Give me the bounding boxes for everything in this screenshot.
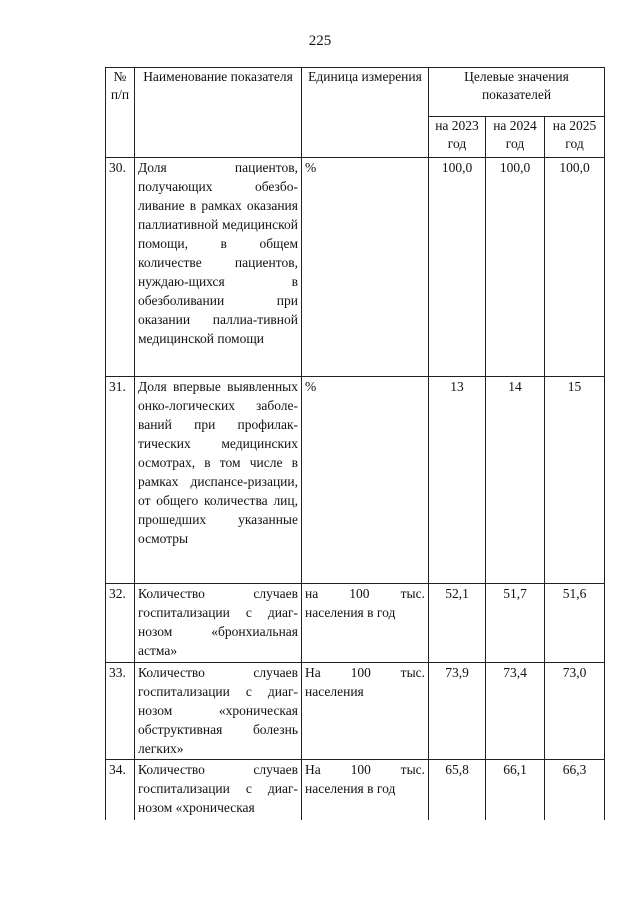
- indicator-name: Количество случаев госпитализации с диаг-нозом «хроническая обструктивная болезнь легких»: [135, 663, 302, 760]
- indicator-unit: %: [302, 377, 429, 584]
- indicator-unit: На 100 тыс. населения: [302, 663, 429, 760]
- header-year-2023: на 2023 год: [429, 117, 486, 158]
- row-number: 30.: [106, 158, 135, 377]
- indicator-unit: На 100 тыс. населения в год: [302, 760, 429, 821]
- indicator-name: Количество случаев госпитализации с диаг-нозом «бронхиальная астма»: [135, 584, 302, 663]
- value-2023: 52,1: [429, 584, 486, 663]
- value-2023: 100,0: [429, 158, 486, 377]
- row-number: 32.: [106, 584, 135, 663]
- value-2024: 51,7: [486, 584, 545, 663]
- value-2024: 14: [486, 377, 545, 584]
- value-2025: 66,3: [545, 760, 605, 821]
- indicator-name: Количество случаев госпитализации с диаг-нозом «хроническая: [135, 760, 302, 821]
- header-name: Наименование показателя: [135, 68, 302, 158]
- value-2025: 15: [545, 377, 605, 584]
- row-number: 33.: [106, 663, 135, 760]
- table-row: [106, 584, 605, 663]
- value-2023: 65,8: [429, 760, 486, 821]
- row-number: 34.: [106, 760, 135, 821]
- value-2025: 100,0: [545, 158, 605, 377]
- header-year-2025: на 2025 год: [545, 117, 605, 158]
- value-2024: 66,1: [486, 760, 545, 821]
- indicator-unit: на 100 тыс. населения в год: [302, 584, 429, 663]
- indicator-unit: %: [302, 158, 429, 377]
- header-year-2024: на 2024 год: [486, 117, 545, 158]
- header-num: № п/п: [106, 68, 135, 158]
- table-row: [106, 663, 605, 760]
- value-2023: 73,9: [429, 663, 486, 760]
- indicator-name: Доля пациентов, получающих обезбо-ливание в рамках оказания паллиативной медицинской помощи, в общем количестве пациентов, нуждаю-щихся в обезболивании при оказании паллиа-тивной медицинской помощи: [135, 158, 302, 377]
- value-2024: 100,0: [486, 158, 545, 377]
- indicators-table: [105, 67, 605, 820]
- header-targets: Целевые значения показателей: [429, 68, 605, 117]
- indicator-name: Доля впервые выявленных онко-логических заболе-ваний при профилак-тических медицинских осмотрах, в том числе в рамках диспансе-ризации, от общего количества лиц, прошедших указанные осмотры: [135, 377, 302, 584]
- table-row: [106, 377, 605, 584]
- page-number: 225: [308, 33, 332, 49]
- header-unit: Единица измерения: [302, 68, 429, 158]
- table-row: [106, 760, 605, 821]
- row-number: 31.: [106, 377, 135, 584]
- value-2024: 73,4: [486, 663, 545, 760]
- value-2023: 13: [429, 377, 486, 584]
- value-2025: 51,6: [545, 584, 605, 663]
- table-row: [106, 158, 605, 377]
- value-2025: 73,0: [545, 663, 605, 760]
